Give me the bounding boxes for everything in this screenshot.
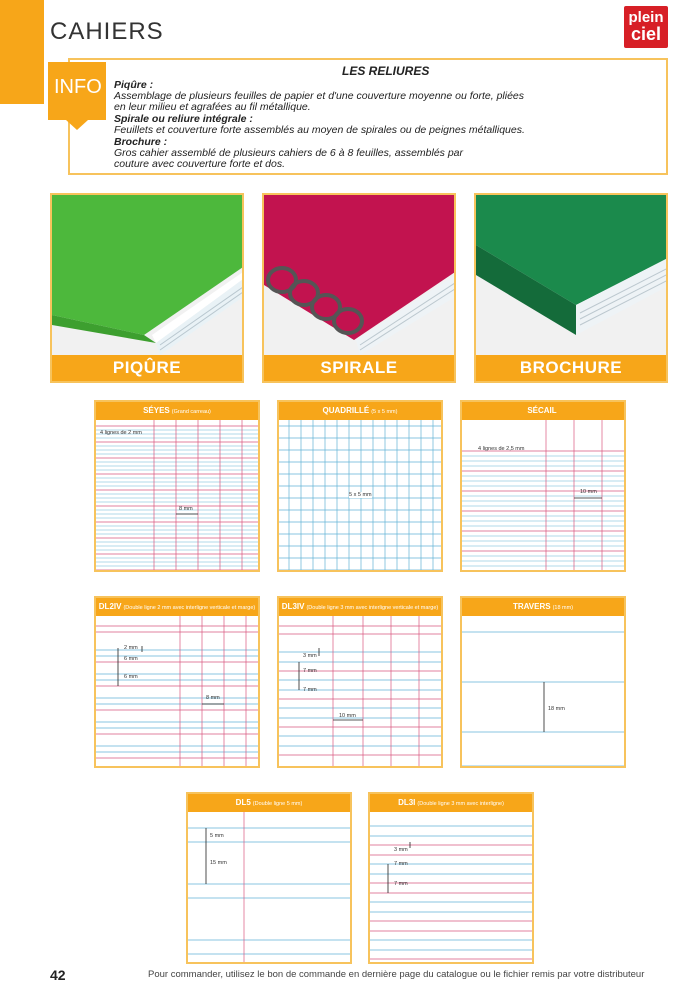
ruling-annotation: 3 mm [303,653,317,659]
ruling-card-dl3i [368,792,534,964]
info-term-spirale: Spirale ou reliure intégrale : [114,113,253,125]
ruling-annotation: 7 mm [303,668,317,674]
info-desc-piqure: Assemblage de plusieurs feuilles de papier et d'une couverture moyenne ou forte, pliées en leur milieu et agrafées au fil métallique. [114,90,525,113]
ruling-detail: (Double ligne 5 mm) [252,801,303,807]
ruling-header [96,402,258,420]
ruling-header [462,402,624,420]
ruling-name: SÉYES [143,406,170,415]
brand-logo [624,6,668,48]
ruling-annotation: 4 lignes de 2 mm [100,430,142,436]
ruling-pattern-secail [462,420,626,572]
ruling-name: DL3IV [281,602,305,611]
ruling-annotation: 7 mm [394,881,408,887]
ruling-name: DL5 [235,798,251,807]
ruling-annotation: 15 mm [210,860,227,866]
ruling-detail: (5 x 5 mm) [371,409,398,415]
ruling-annotation: 5 mm [210,833,224,839]
ruling-annotation: 5 x 5 mm [349,492,372,498]
ruling-annotation: 4 lignes de 2,5 mm [478,446,525,452]
ruling-pattern-seyes [96,420,260,572]
ruling-annotation: 6 mm [124,674,138,680]
ruling-card-dl2iv [94,596,260,768]
binding-label-brochure: BROCHURE [476,355,666,381]
ruling-name: DL3I [398,798,416,807]
ruling-pattern-dl3i [370,812,534,964]
corner-accent [0,0,44,104]
ruling-annotation: 3 mm [394,847,408,853]
info-term-piqure: Piqûre : [114,79,154,91]
page-number: 42 [50,967,66,983]
ruling-annotation: 10 mm [339,713,356,719]
info-desc-brochure: Gros cahier assemblé de plusieurs cahiers de 6 à 8 feuilles, assemblés par couture avec couverture forte et dos. [114,147,464,170]
ruling-pattern-dl2iv [96,616,260,768]
ruling-header [188,794,350,812]
ruling-annotation: 2 mm [124,645,138,651]
ruling-card-travers [460,596,626,768]
ruling-annotation: 7 mm [394,861,408,867]
ruling-detail: (Double ligne 2 mm avec interligne verticale et marge) [123,605,256,611]
ruling-detail: (Grand carreau) [171,409,211,415]
ruling-detail: (18 mm) [552,605,574,611]
ruling-pattern-travers [462,616,626,768]
ruling-name: DL2IV [98,602,122,611]
photo-brochure [474,193,668,383]
ruling-annotation: 18 mm [548,706,565,712]
ruling-name: TRAVERS [512,602,551,611]
ruling-header [279,402,441,420]
page-footer: Pour commander, utilisez le bon de commande en dernière page du catalogue ou le fichier remis par votre distributeur [148,969,645,980]
photo-piqure [50,193,244,383]
ruling-annotation: 7 mm [303,687,317,693]
info-desc-spirale: Feuillets et couverture forte assemblés au moyen de spirales ou de peignes métalliques. [114,124,525,136]
page-title: CAHIERS [50,18,164,45]
ruling-header [370,794,532,812]
ruling-annotation: 8 mm [206,695,220,701]
ruling-annotation: 10 mm [580,489,597,495]
binding-label-spirale: SPIRALE [264,355,454,381]
info-term-brochure: Brochure : [114,136,168,148]
info-heading: LES RELIURES [342,64,430,78]
ruling-header [96,598,258,616]
binding-label-piqure: PIQÛRE [52,355,242,381]
ruling-card-dl5 [186,792,352,964]
ruling-card-seyes [94,400,260,572]
ruling-header [462,598,624,616]
ruling-detail: (Double ligne 3 mm avec interligne) [417,801,504,807]
ruling-card-secail [460,400,626,572]
info-tab [48,62,106,120]
ruling-annotation: 6 mm [124,656,138,662]
photo-spirale [262,193,456,383]
ruling-annotation: 8 mm [179,506,193,512]
ruling-name: QUADRILLÉ [322,406,370,415]
logo-line-2: ciel [630,24,662,44]
ruling-name: SÉCAIL [527,406,557,415]
ruling-detail: (Double ligne 3 mm avec interligne verticale et marge) [306,605,439,611]
info-tab-label: INFO [54,76,102,98]
ruling-card-dl3iv [277,596,443,768]
ruling-header [279,598,441,616]
logo-line-1: plein [628,9,664,26]
ruling-card-quadrille [277,400,443,572]
